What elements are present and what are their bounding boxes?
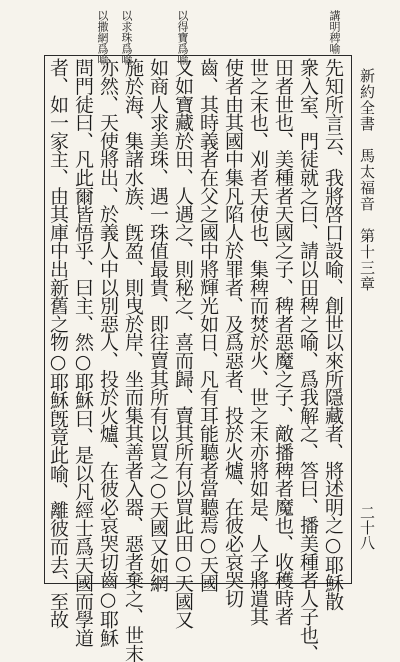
text-column: 問門徒曰、凡此爾皆悟乎、曰主、然○耶穌曰、是以凡經士爲天國而學道 (72, 58, 94, 647)
text-column: 齒、其時義者在父之國中將輝光如日、凡有耳能聽者當聽焉○天國 (197, 58, 219, 592)
text-column: 先知所言云、我將啓口設喻、創世以來所隱藏者、將述明之○耶穌散 (322, 58, 344, 611)
text-column: 使者由其國中集凡陷人於罪者、及爲惡者、投於火爐、在彼必哀哭切 (222, 58, 244, 608)
margin-note-net: 以撒網爲喻 (96, 10, 109, 65)
text-column: 田者世也、美種者天國之子、稗者惡魔之子、敵播稗者魔也、收穫時者 (272, 58, 294, 626)
text-column: 世之末也、刈者天使也、集稗而焚於火、世之末亦將如是、人子將遣其 (247, 58, 269, 626)
text-column: 又如寶藏於田、人遇之、則秘之、喜而歸、賣其所有以買此田○天國又 (172, 58, 194, 629)
margin-note-treasure: 以得寶爲喻 (176, 10, 189, 65)
text-column: 亦然、天使將出、於義人中以別惡人、投於火爐、在彼必哀哭切齒○耶穌 (97, 58, 119, 647)
margin-note-pearl: 以求珠爲喻 (120, 10, 133, 65)
margin-note-parable-of-tares: 講明稗喻 (328, 10, 341, 54)
running-header: 新約全書 馬太福音 第十三章 (358, 68, 376, 292)
text-column: 如商人求美珠、遇一珠值最貴、即往賣其所有以買之○天國又如網 (147, 58, 169, 592)
page-number: 二十八 (358, 505, 376, 550)
text-column: 衆入室、門徒就之曰、請以田稗之喻、爲我解之、答曰、播美種者人子也、 (297, 58, 319, 662)
text-column: 施於海、集諸水族、旣盈、則曳於岸、坐而集其善者入器、惡者棄之、世末 (122, 58, 144, 662)
text-column: 者、如一家主、由其庫中出新舊之物○耶穌旣竟此喻、離彼而去、至故 (47, 58, 69, 629)
